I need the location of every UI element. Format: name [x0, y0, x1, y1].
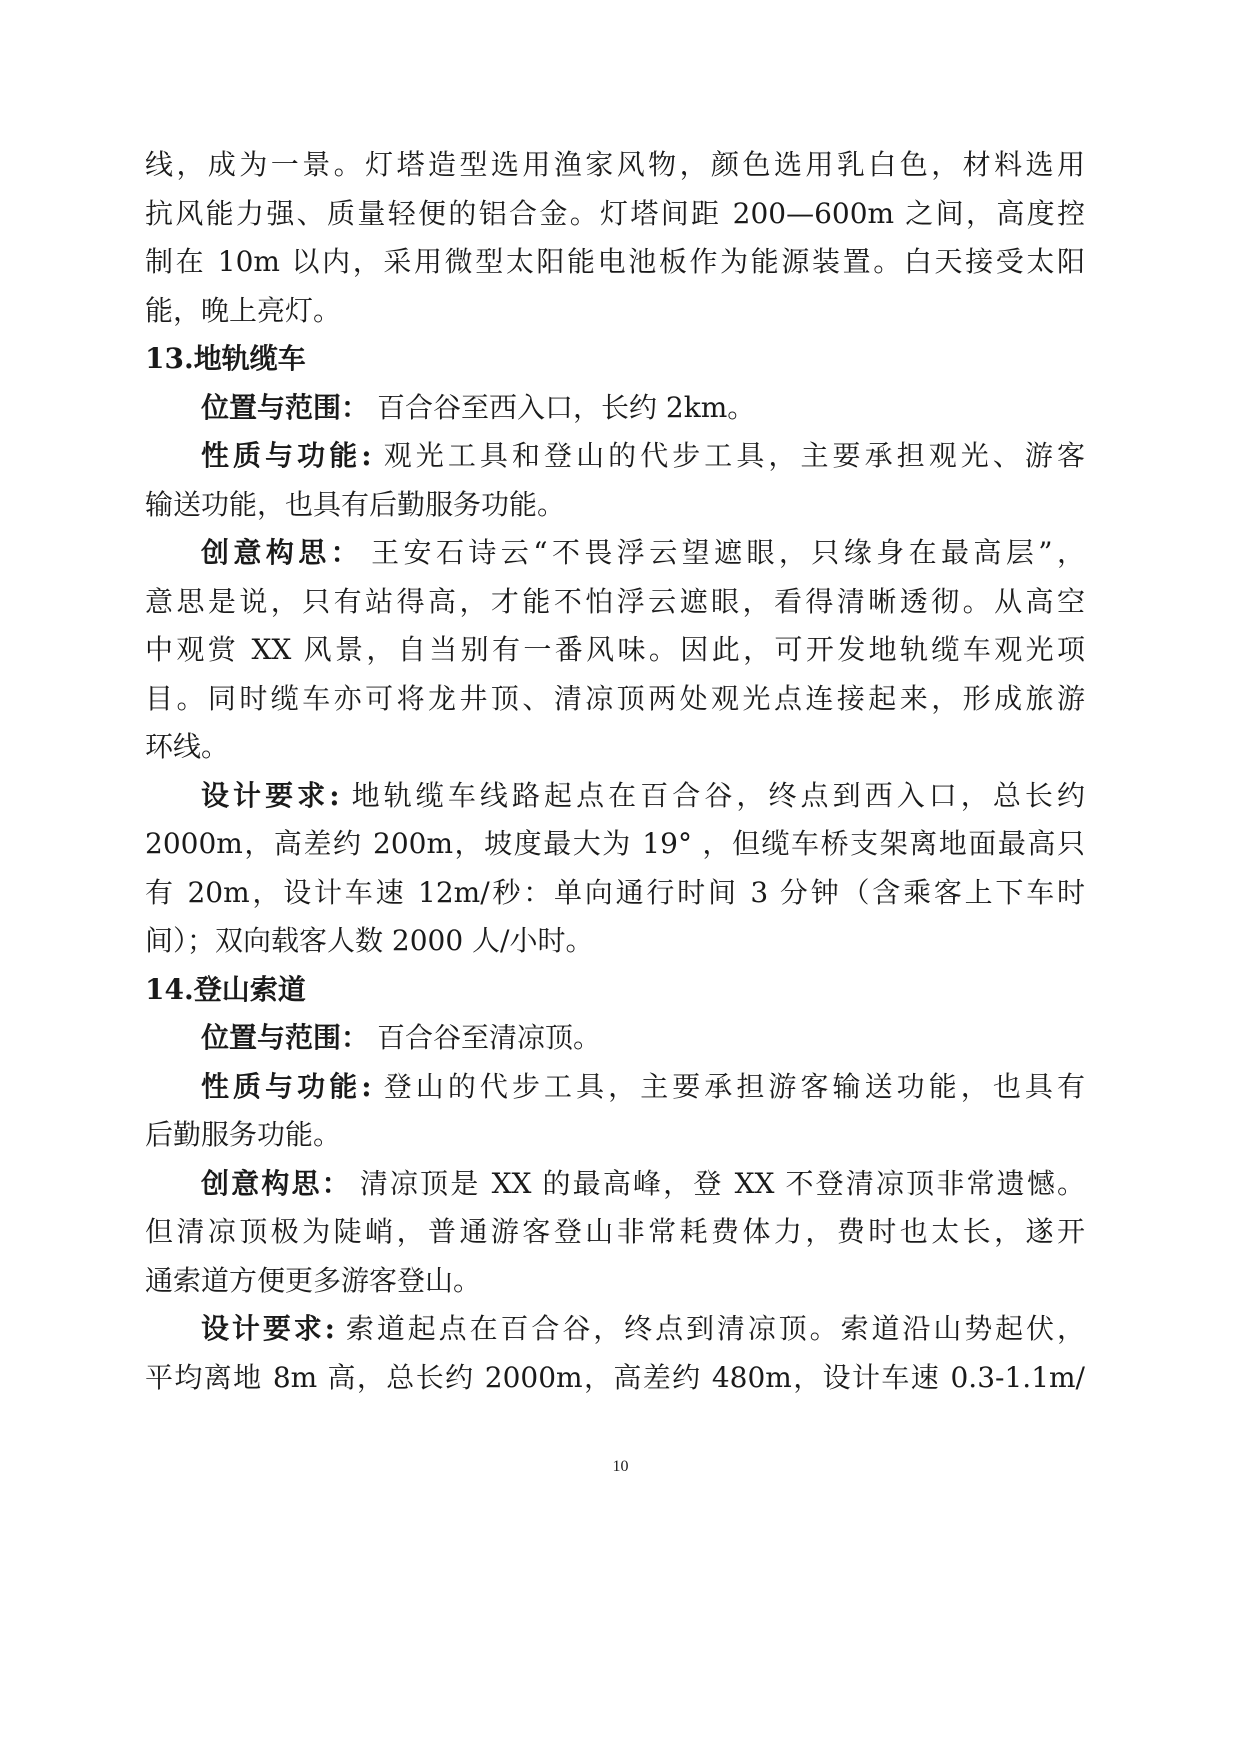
concept-paragraph	[145, 1160, 1085, 1306]
text-line: 目。同时缆车亦可将龙井顶、清凉顶两处观光点连接起来，形成旅游	[145, 681, 1085, 715]
location-paragraph	[145, 1014, 1085, 1063]
paragraph-label: 设计要求:	[201, 1312, 335, 1345]
paragraph-label: 创意构思：	[201, 536, 364, 569]
text-line	[145, 432, 1085, 481]
text-line	[145, 1014, 1085, 1063]
text-line: 制在 10m 以内，采用微型太阳能电池板作为能源装置。白天接受太阳	[145, 245, 1085, 278]
concept-paragraph	[145, 529, 1085, 772]
paragraph-text: 百合谷至西入口，长约 2km。	[377, 390, 756, 424]
text-line	[145, 1305, 1085, 1354]
paragraph-label: 位置与范围：	[201, 390, 370, 424]
paragraph-text: 清凉顶是 XX 的最高峰，登 XX 不登清凉顶非常遗憾。	[359, 1166, 1085, 1200]
text-line: 通索道方便更多游客登山。	[145, 1263, 482, 1297]
text-line: 有 20m，设计车速 12m/秒：单向通行时间 3 分钟（含乘客上下车时	[145, 875, 1085, 909]
paragraph-label: 性质与功能:	[201, 439, 372, 472]
text-line: 环线。	[145, 730, 230, 763]
text-line	[145, 772, 1085, 821]
text-line: 2000m，高差约 200m，坡度最大为 19° ，但缆车桥支架离地面最高只	[145, 827, 1085, 860]
paragraph-label: 设计要求:	[201, 778, 340, 812]
section-heading: 14.登山索道	[145, 972, 306, 1006]
text-line: 意思是说，只有站得高，才能不怕浮云遮眼，看得清晰透彻。从高空	[145, 584, 1085, 618]
section-heading: 13.地轨缆车	[145, 342, 306, 375]
text-line: 抗风能力强、质量轻便的铝合金。灯塔间距 200—600m 之间，高度控	[145, 196, 1085, 230]
location-paragraph	[145, 384, 1085, 433]
text-line	[145, 1063, 1085, 1112]
paragraph-text: 登山的代步工具，主要承担游客输送功能，也具有	[379, 1069, 1085, 1103]
intro-paragraph	[145, 141, 1085, 335]
page-number: 10	[612, 1458, 629, 1475]
function-paragraph	[145, 1063, 1085, 1160]
text-line: 输送功能，也具有后勤服务功能。	[145, 487, 566, 521]
text-line: 中观赏 XX 风景，自当别有一番风味。因此，可开发地轨缆车观光项	[145, 633, 1085, 666]
paragraph-text: 观光工具和登山的代步工具，主要承担观光、游客	[379, 439, 1085, 472]
paragraph-text: 百合谷至清凉顶。	[377, 1021, 602, 1054]
page-body	[145, 141, 1085, 1402]
section-14	[145, 966, 1085, 1403]
design-paragraph	[145, 1305, 1085, 1402]
text-line: 间）；双向载客人数 2000 人/小时。	[145, 924, 594, 957]
text-line: 后勤服务功能。	[145, 1118, 342, 1151]
text-line: 线，成为一景。灯塔造型选用渔家风物，颜色选用乳白色，材料选用	[145, 148, 1085, 181]
paragraph-label: 性质与功能:	[201, 1069, 372, 1103]
text-line	[145, 384, 1085, 433]
paragraph-text: 索道起点在百合谷，终点到清凉顶。索道沿山势起伏，	[343, 1312, 1085, 1345]
section-13	[145, 335, 1085, 966]
function-paragraph	[145, 432, 1085, 529]
paragraph-text: 王安石诗云“不畏浮云望遮眼，只缘身在最高层”，	[371, 536, 1085, 569]
design-paragraph	[145, 772, 1085, 966]
paragraph-text: 地轨缆车线路起点在百合谷，终点到西入口，总长约	[347, 778, 1085, 812]
paragraph-label: 创意构思：	[201, 1166, 352, 1200]
text-line	[145, 1160, 1085, 1209]
text-line: 能，晚上亮灯。	[145, 293, 342, 327]
paragraph-label: 位置与范围：	[201, 1021, 370, 1054]
text-line	[145, 529, 1085, 578]
text-line: 但清凉顶极为陡峭，普通游客登山非常耗费体力，费时也太长，遂开	[145, 1215, 1085, 1248]
text-line: 平均离地 8m 高，总长约 2000m，高差约 480m，设计车速 0.3-1.1m/	[145, 1360, 1085, 1394]
